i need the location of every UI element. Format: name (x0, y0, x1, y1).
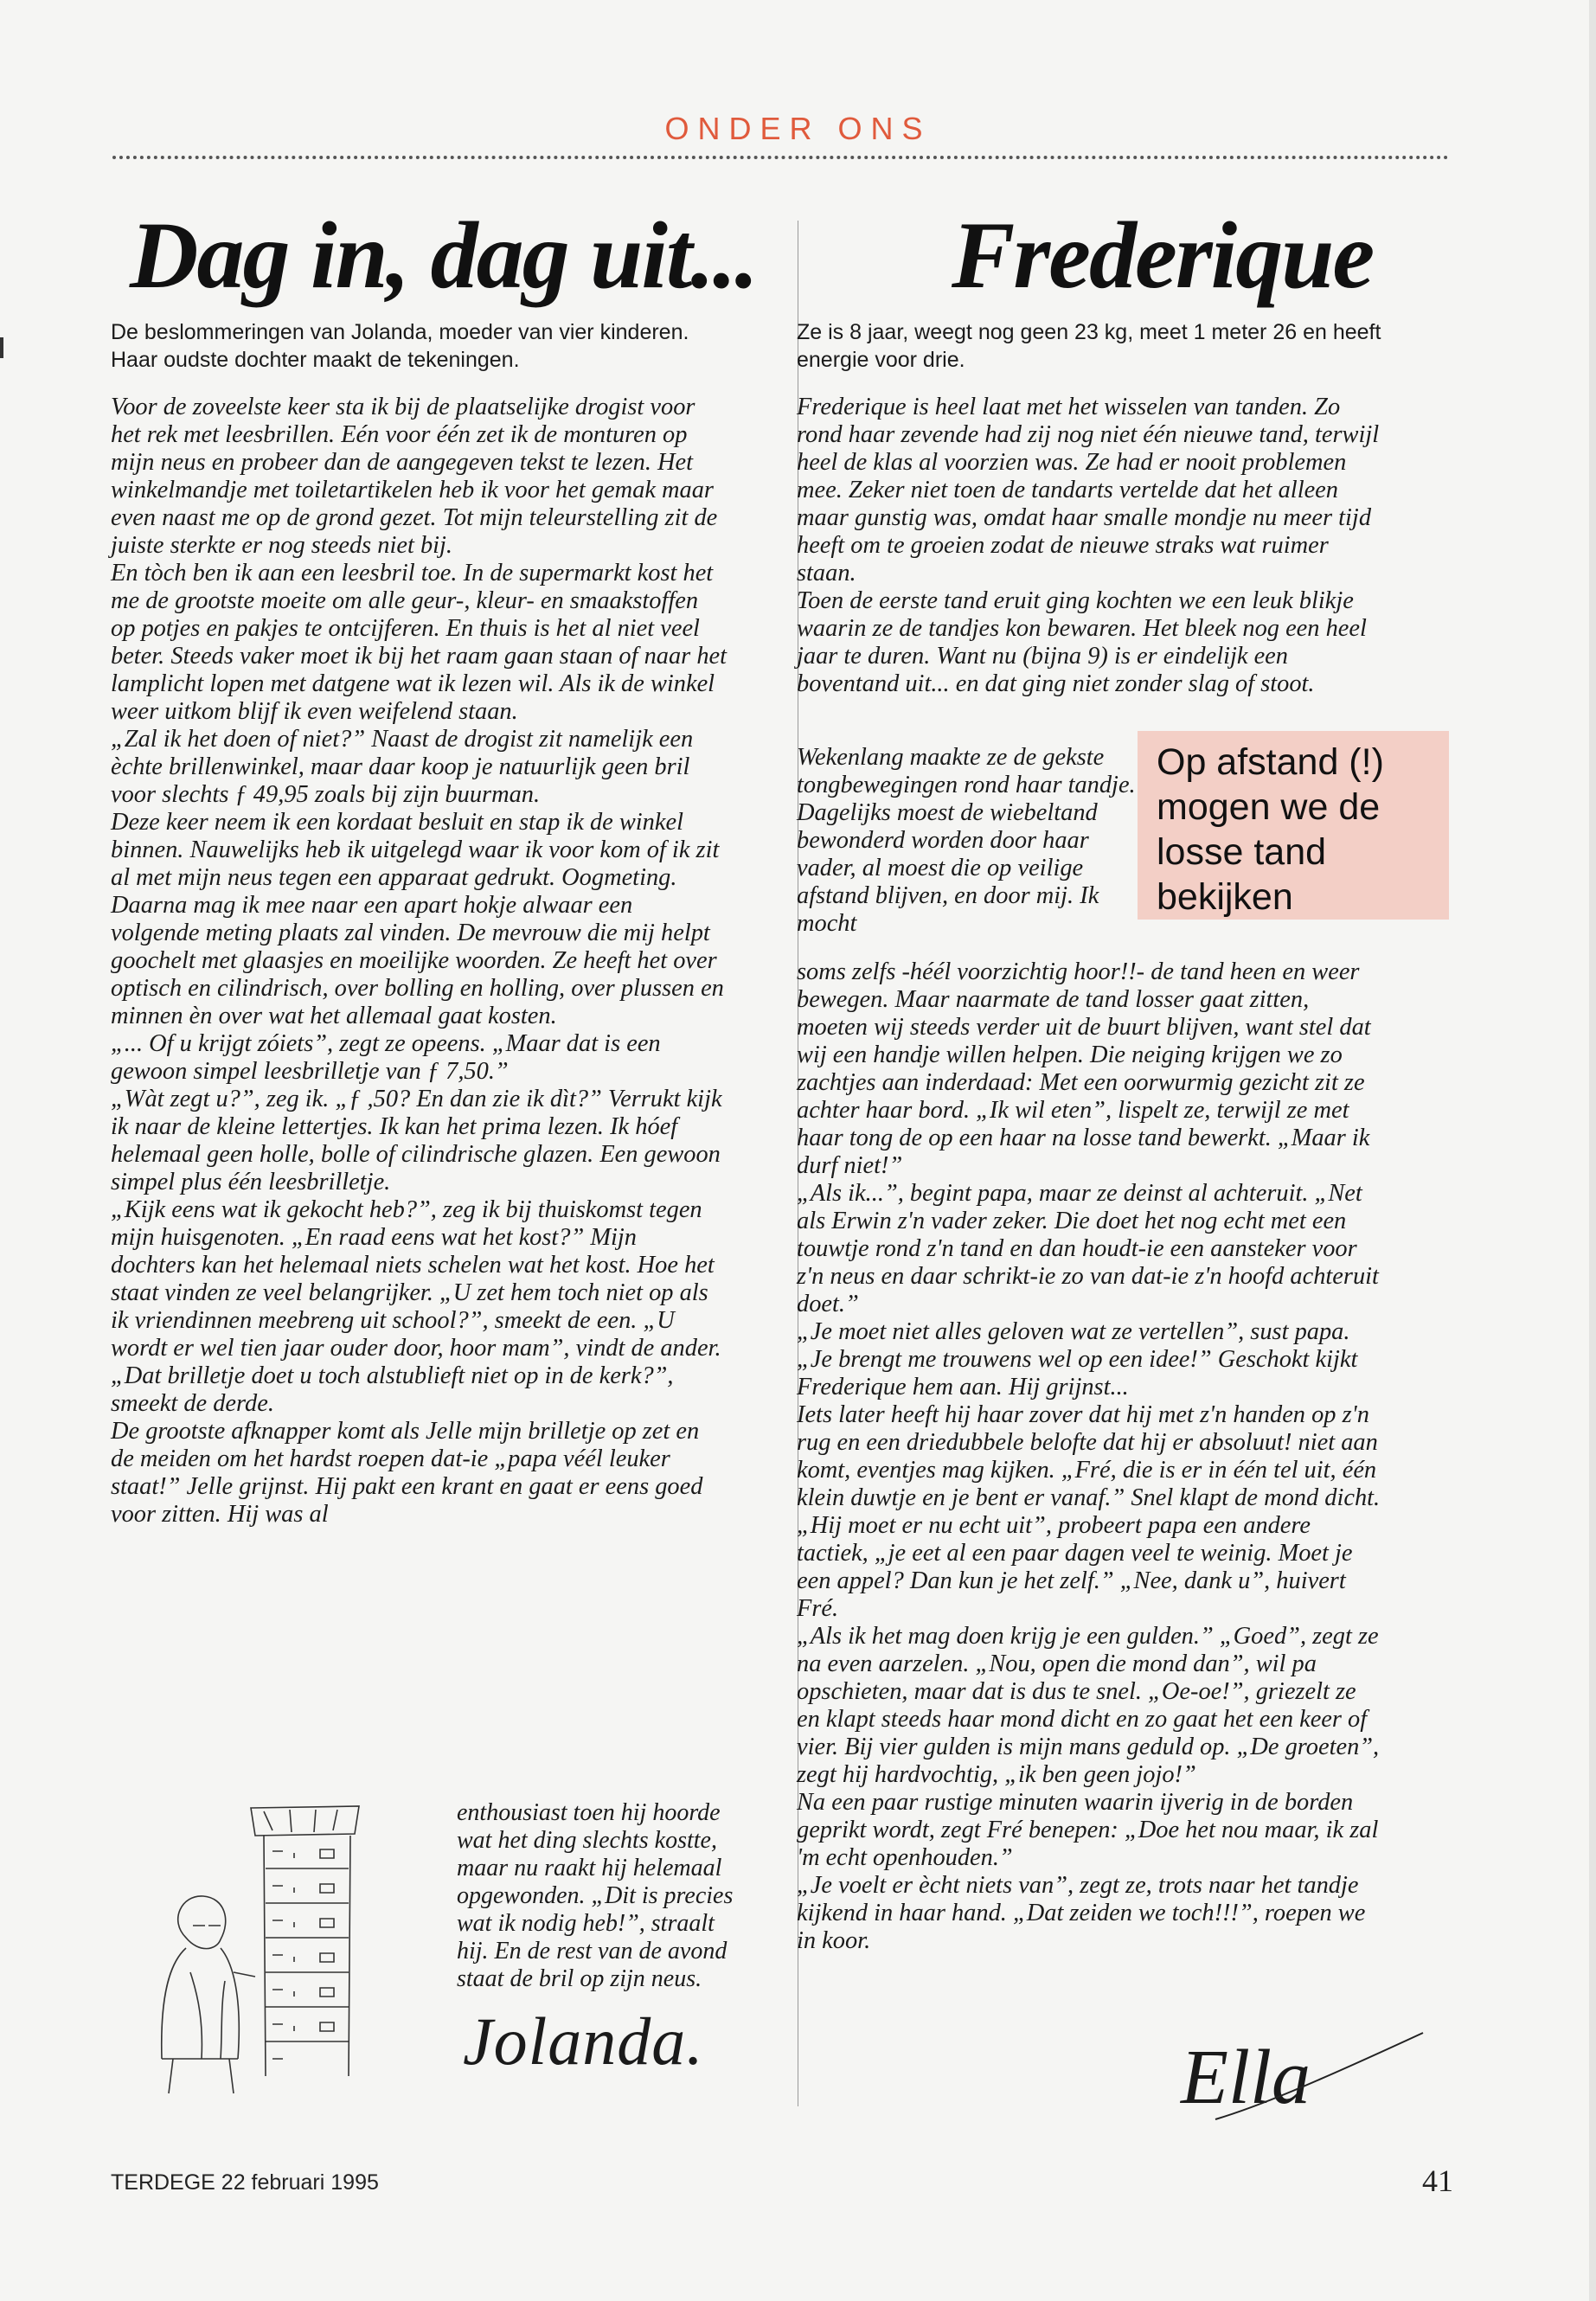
left-paragraph: „Zal ik het doen of niet?” Naast de drogist zit namelijk een èchte brillenwinkel, maar daar koop je natuurlijk geen bril voor slechts ƒ 49,95 zoals bij zijn buurman. (111, 726, 694, 808)
left-paragraph: „Kijk eens wat ik gekocht heb?”, zeg ik bij thuiskomst tegen mijn huisgenoten. „En raad eens wat het kost?” Mijn dochters kan het helemaal niets schelen wat het kost. Hoe het staat vinden ze veel belangrijker. „U zet hem toch niet op als ik vriendinnen meebreng uit school?”, smeekt de een. „U wordt er wel tien jaar ouder door, hoor mam”, vindt de ander. „Dat brilletje doet u toch alstublieft niet op in de kerk?”, smeekt de derde. (111, 1196, 721, 1417)
signature-jolanda: Jolanda. (463, 2003, 704, 2079)
right-article-body-top (797, 394, 1385, 744)
right-headline: Frederique (952, 202, 1374, 308)
left-intro: De beslommeringen van Jolanda, moeder van vier kinderen. Haar oudste dochter maakt de tekeningen. (111, 320, 689, 372)
left-article-tail: enthousiast toen hij hoorde wat het ding slechts kostte, maar nu raakt hij helemaal opgewonden. „Dit is precies wat ik nodig heb!”, straalt hij. En de rest van de avond staat de bril op zijn neus. (457, 1799, 734, 1992)
right-paragraph: Iets later heeft hij haar zover dat hij met z'n handen op z'n rug en een driedubbele belofte dat hij er absoluut! niet aan komt, eventjes mag kijken. „Fré, die is er in één tel uit, één klein duwtje en je bent er vanaf.” Snel klapt de mond dicht. (797, 1401, 1381, 1511)
right-paragraph: soms zelfs -héél voorzichtig hoor!!- de tand heen en weer bewegen. Maar naarmate de tand losser gaat zitten, moeten wij steeds verder uit de buurt blijven, want stel dat wij een handje willen helpen. Die neiging krijgen we zo zachtjes aan inderdaad: Met een oorwurmig gezicht zit ze achter haar bord. „Ik wil eten”, lispelt ze, terwijl ze met haar tong de op een haar na losse tand bewerkt. „Maar ik durf niet!” (797, 958, 1371, 1179)
section-title: ONDER ONS (664, 111, 932, 146)
right-paragraph: „Hij moet er nu echt uit”, probeert papa een andere tactiek, „je eet al een paar dagen veel te weinig. Moet je een appel? Dan kun je het zelf.” „Nee, dank u”, huivert Fré. (797, 1512, 1353, 1622)
dotted-rule (112, 156, 1449, 159)
left-paragraph: De grootste afknapper komt als Jelle mijn brilletje op zet en de meiden om het hardst roepen dat-ie „papa véél leuker staat!” Jelle grijnst. Hij pakt een krant en gaat er eens goed voor zitten. Hij was al (111, 1418, 703, 1528)
page-edge (1589, 0, 1596, 2301)
signature-flourish (1207, 2024, 1432, 2128)
right-paragraph: Frederique is heel laat met het wisselen van tanden. Zo rond haar zevende had zij nog niet één nieuwe tand, terwijl heel de klas al voorzien was. Ze had er nooit problemen mee. Zeker niet toen de tandarts vertelde dat het alleen maar gunstig was, omdat haar smalle mondje nu meer tijd heeft om te groeien zodat de nieuwe straks wat ruimer staan. (797, 394, 1380, 586)
left-paragraph: „... Of u krijgt zóiets”, zegt ze opeens. „Maar dat is een gewoon simpel leesbrilletje van ƒ 7,50.” (111, 1030, 661, 1085)
footer-publication: TERDEGE 22 februari 1995 (111, 2170, 379, 2195)
right-paragraph: Toen de eerste tand eruit ging kochten we een leuk blikje waarin ze de tandjes kon bewaren. Het bleek nog een heel jaar te duren. Want nu (bijna 9) is er eindelijk een boventand uit... en dat ging niet zonder slag of stoot. (797, 587, 1367, 697)
right-paragraph: Na een paar rustige minuten waarin ijverig in de borden geprikt wordt, zegt Fré benepen: „Doe het nou maar, ik zal 'm echt openhouden.” (797, 1789, 1379, 1871)
left-headline: Dag in, dag uit... (130, 202, 757, 308)
right-paragraph: „Als ik het mag doen krijg je een gulden.” „Goed”, zegt ze na even aarzelen. „Nou, open die mond dan”, wil pa opschieten, maar dat is dus te snel. „Oe-oe!”, griezelt ze en klapt steeds haar mond dicht en zo gaat het een keer of vier. Bij vier gulden is mijn mans geduld op. „De groeten”, zegt hij hardvochtig, „ik ben geen jojo!” (797, 1623, 1380, 1788)
left-article-body (111, 394, 727, 1760)
left-paragraph: Voor de zoveelste keer sta ik bij de plaatselijke drogist voor het rek met leesbrillen. Eén voor één zet ik de monturen op mijn neus en probeer dan de aangegeven tekst te lezen. Het winkelmandje met toiletartikelen heb ik voor het gemak maar even naast me op de grond gezet. Tot mijn teleurstelling zit de juiste sterkte er nog steeds niet bij. (111, 394, 718, 559)
margin-mark (0, 337, 3, 358)
right-article-body-narrow: Wekenlang maakte ze de gekste tongbewegingen rond haar tandje. Dagelijks moest de wiebeltand bewonderd worden door haar vader, al moest die op veilige afstand blijven, en door mij. Ik mocht (797, 744, 1136, 937)
right-intro: Ze is 8 jaar, weegt nog geen 23 kg, meet 1 meter 26 en heeft energie voor drie. (797, 320, 1381, 372)
page-number: 41 (1422, 2163, 1453, 2198)
illustration-woman-glasses-rack (151, 1799, 428, 2102)
right-paragraph: „Je voelt er ècht niets van”, zegt ze, trots naar het tandje kijkend in haar hand. „Dat zeiden we toch!!!”, roepen we in koor. (797, 1872, 1366, 1954)
right-paragraph: „Als ik...”, begint papa, maar ze deinst al achteruit. „Net als Erwin z'n vader zeker. Die doet het nog echt met een touwtje rond z'n tand en dan houdt-ie een aansteker voor z'n neus en daar schrikt-ie zo van dat-ie z'n hoofd achteruit doet.” (797, 1180, 1379, 1317)
pull-quote-text: Op afstand (!) mogen we de losse tand bekijken (1157, 741, 1384, 918)
pull-quote-box (1138, 731, 1449, 920)
left-paragraph: „Wàt zegt u?”, zeg ik. „ƒ ,50? En dan zie ik dìt?” Verrukt kijk ik naar de kleine lettertjes. Ik kan het prima lezen. Ik hóef helemaal geen holle, bolle of cilindrische glazen. Een gewoon simpel plus één leesbrilletje. (111, 1086, 722, 1195)
left-paragraph: En tòch ben ik aan een leesbril toe. In de supermarkt kost het me de grootste moeite om alle geur-, kleur- en smaakstoffen op potjes en pakjes te ontcijferen. En thuis is het al niet veel beter. Steeds vaker moet ik bij het raam gaan staan of naar het lamplicht lopen met datgene wat ik lezen wil. Als ik de winkel weer uitkom blijf ik even weifelend staan. (111, 560, 727, 725)
right-article-body-bottom (797, 958, 1385, 2074)
right-paragraph: „Je moet niet alles geloven wat ze vertellen”, sust papa. „Je brengt me trouwens wel op een idee!” Geschokt kijkt Frederique hem aan. Hij grijnst... (797, 1318, 1358, 1400)
left-paragraph: Deze keer neem ik een kordaat besluit en stap ik de winkel binnen. Nauwelijks heb ik uitgelegd waar ik voor kom of ik zit al met mijn neus tegen een apparaat gedrukt. Oogmeting. Daarna mag ik mee naar een apart hokje alwaar een volgende meting plaats zal vinden. De mevrouw die mij helpt goochelt met glaasjes en moeilijke woorden. Ze heeft het over optisch en cilindrisch, over bolling en holling, over plussen en minnen èn over wat het allemaal gaat kosten. (111, 809, 724, 1029)
signature-ella: Ella (1181, 2035, 1311, 2120)
